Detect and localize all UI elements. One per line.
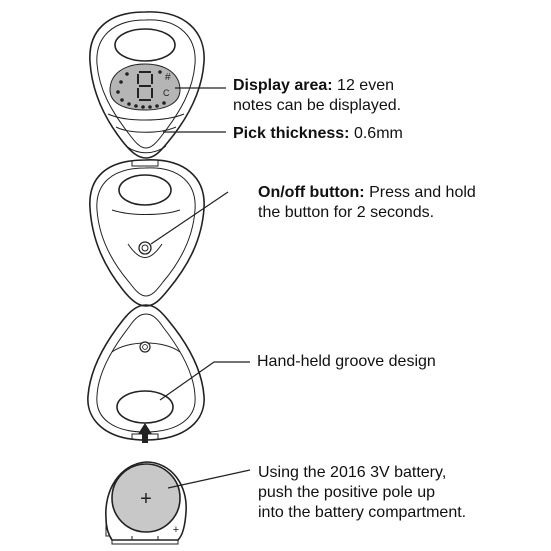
coin-battery [112,464,180,532]
display-screen [110,64,180,110]
power-button-label: On/off button: [258,184,365,201]
battery-text-2: push the positive pole up [258,484,436,501]
battery-callout [258,463,466,523]
groove-text: Hand-held groove design [257,353,436,370]
pick-thickness-value: 0.6mm [349,125,403,142]
battery-cover [117,391,173,423]
pick-groove-view [88,305,204,440]
battery-corner-sign: + [172,524,180,536]
power-button-text-1: Press and hold [364,184,476,201]
power-button-text-2: the button for 2 seconds. [258,204,435,221]
display-area-text-2: notes can be displayed. [233,97,402,114]
battery-text-1: Using the 2016 3V battery, [258,464,447,481]
power-button-callout [258,183,476,223]
groove-leader-line [160,362,250,400]
note-glyph: C [163,88,170,98]
display-area-label: Display area: [233,77,333,94]
sharp-glyph: # [165,72,171,83]
battery-center-sign: + [140,488,152,510]
display-area-callout [233,76,401,116]
groove-power-button [140,342,150,352]
power-button[interactable] [139,242,151,254]
pick-back-window [119,175,171,205]
groove-callout [257,352,436,372]
battery-leader-line [168,470,250,488]
pick-back-view [90,160,204,306]
pick-front-lower-band [108,114,184,120]
display-area-text-1: 12 even [332,77,394,94]
battery-text-3: into the battery compartment. [258,504,467,521]
pick-thickness-callout [233,124,403,144]
pick-thickness-label: Pick thickness: [233,125,350,142]
pick-front-window [115,29,175,61]
